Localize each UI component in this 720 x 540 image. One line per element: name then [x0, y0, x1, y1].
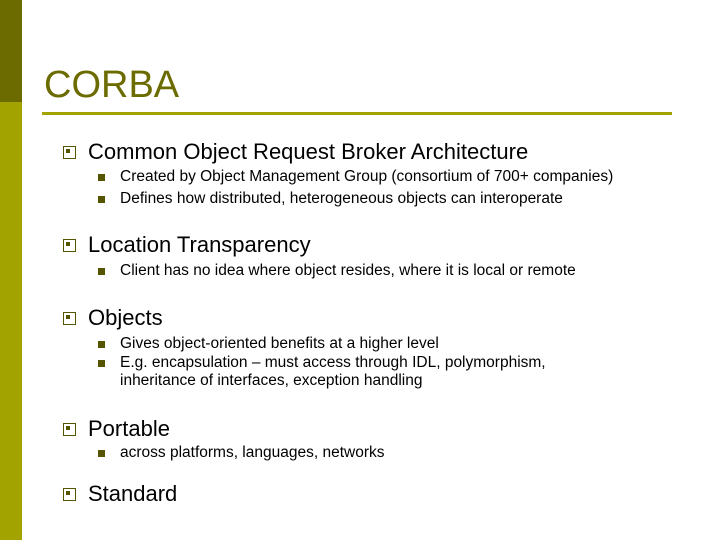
square-bullet-icon: [63, 488, 76, 501]
bullet-heading: Portable: [88, 416, 170, 441]
accent-bar-bottom: [0, 102, 22, 540]
sub-bullet: Client has no idea where object resides, where it is local or remote: [120, 262, 576, 279]
small-square-bullet-icon: [98, 341, 105, 348]
slide-title: CORBA: [44, 64, 180, 106]
square-bullet-icon: [63, 146, 76, 159]
sub-bullet: Defines how distributed, heterogeneous objects can interoperate: [120, 190, 563, 207]
sub-bullet: Gives object-oriented benefits at a higher level: [120, 335, 439, 352]
small-square-bullet-icon: [98, 196, 105, 203]
small-square-bullet-icon: [98, 450, 105, 457]
square-bullet-icon: [63, 312, 76, 325]
square-bullet-icon: [63, 423, 76, 436]
small-square-bullet-icon: [98, 360, 105, 367]
small-square-bullet-icon: [98, 174, 105, 181]
bullet-heading: Standard: [88, 481, 178, 506]
sub-bullet: across platforms, languages, networks: [120, 444, 385, 461]
sub-bullet-continuation: inheritance of interfaces, exception handling: [120, 372, 423, 389]
sub-bullet: E.g. encapsulation – must access through IDL, polymorphism,: [120, 354, 546, 371]
bullet-heading: Location Transparency: [88, 232, 311, 257]
square-bullet-icon: [63, 239, 76, 252]
bullet-heading: Common Object Request Broker Architecture: [88, 139, 529, 164]
small-square-bullet-icon: [98, 268, 105, 275]
sub-bullet: Created by Object Management Group (consortium of 700+ companies): [120, 168, 614, 185]
accent-bar-top: [0, 0, 22, 102]
title-underline: [42, 112, 672, 115]
bullet-heading: Objects: [88, 305, 163, 330]
